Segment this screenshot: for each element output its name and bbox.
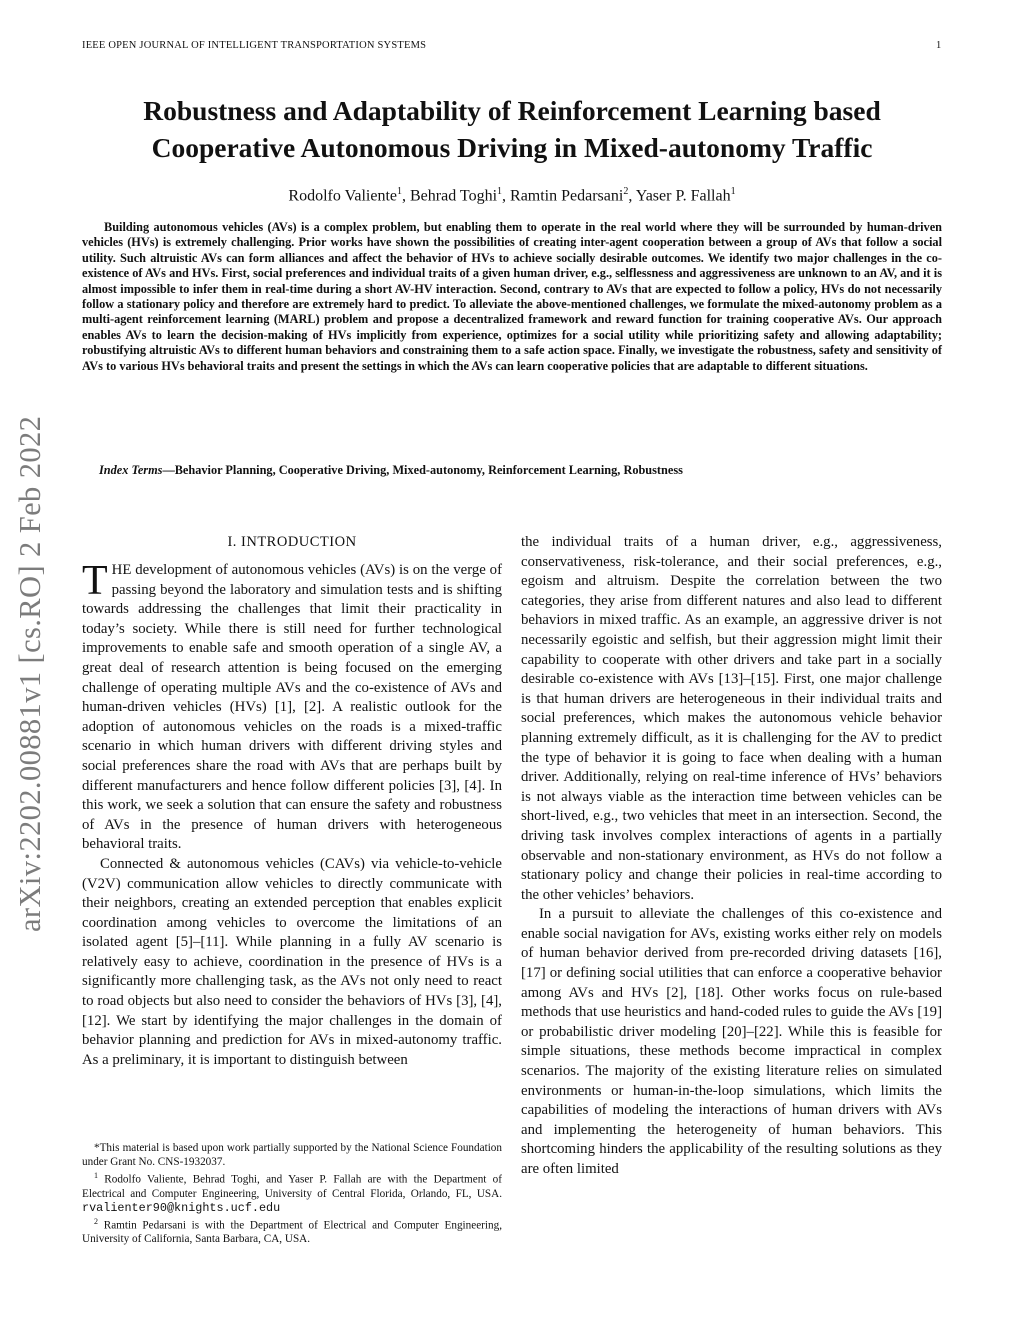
footnote-funding: *This material is based upon work partially supported by the National Science Foundation under Grant No. CNS-1932037. bbox=[82, 1142, 502, 1168]
footnote-mark: 1 bbox=[94, 1171, 98, 1180]
index-terms-text: Behavior Planning, Cooperative Driving, Mixed-autonomy, Reinforcement Learning, Robustness bbox=[174, 463, 683, 477]
footnote-affiliation-2-text: Ramtin Pedarsani is with the Department of Electrical and Computer Engineering, University of California, Santa Barbara, CA, USA. bbox=[82, 1219, 502, 1246]
drop-cap: T bbox=[82, 558, 108, 604]
abstract bbox=[82, 220, 942, 374]
author-affiliation: 1 bbox=[730, 186, 736, 197]
title-line-2: Cooperative Autonomous Driving in Mixed-autonomy Traffic bbox=[151, 132, 873, 163]
author-affiliation: 2 bbox=[623, 186, 629, 197]
abstract-text: Building autonomous vehicles (AVs) is a complex problem, but enabling them to operate in the real world where they will be surrounded by human-driven vehicles (HVs) is extremely challenging. Prior works have shown the possibilities of creating inter-agent cooperation between a group of AVs that follow a social utility. Such altruistic AVs can form alliances and affect the behavior of HVs to achieve socially desirable outcomes. We identify two major challenges in the co-existence of AVs and HVs. First, social preferences and individual traits of a given human driver, e.g., selflessness and aggressiveness are unknown to an AV, and it is almost impossible to infer them in real-time during a short AV-HV interaction. Second, contrary to AVs that are expected to follow a policy, HVs do not necessarily follow a stationary policy and therefore are extremely hard to predict. To alleviate the above-mentioned challenges, we formulate the mixed-autonomy problem as a multi-agent reinforcement learning (MARL) problem and propose a decentralized framework and reward function for training cooperative AVs. Our approach enables AVs to learn the decision-making of HVs implicitly from experience, optimizes for a social utility while prioritizing safety and allowing adaptability; robustifying altruistic AVs to different human behaviors and constraining them to a safe action space. Finally, we investigate the robustness, safety and sensitivity of AVs to various HVs behavioral traits and present the settings in which the AVs can learn cooperative policies that are adaptable to different situations. bbox=[82, 220, 942, 373]
footnote-affiliation-1 bbox=[82, 1169, 502, 1215]
footnote-mark: 2 bbox=[94, 1216, 98, 1226]
author-affiliation: 1 bbox=[397, 186, 402, 197]
intro-paragraph-1 bbox=[82, 558, 502, 855]
intro-paragraph-4: In a pursuit to alleviate the challenges of this co-existence and enable social navigation for AVs, existing works either rely on models of human behavior derived from pre-recorded driving datasets [16], [17] or defining social utilities that can enforce a cooperative behavior among AVs and HVs [2], [18]. Other works focus on rule-based methods that use heuristics and hand-coded rules to guide the AVs [19] or probabilistic driver modeling [20]–[22]. While this is feasible for simple situations, these methods become impractical in complex scenarios. The majority of the existing literature relies on simulated environments or human-in-the-loop simulations, which limits the capabilities of modeling the interactions of human drivers with AVs and implementing the heterogeneity of human behaviors. This shortcoming hinders the applicability of the resulting solutions as they are often limited bbox=[521, 906, 942, 1177]
section-heading: I. INTRODUCTION bbox=[227, 534, 357, 550]
author-name: Ramtin Pedarsani bbox=[510, 187, 624, 205]
author-list: Rodolfo Valiente$^1$, Behrad Toghi$^1$, Ramtin Pedarsani$^2$, Yaser P. Fallah$^1$ bbox=[288, 186, 736, 205]
left-column bbox=[82, 558, 502, 1070]
right-column bbox=[521, 533, 942, 1180]
index-terms: Index Terms—Behavior Planning, Cooperative Driving, Mixed-autonomy, Reinforcement Learning, Robustness bbox=[99, 463, 683, 477]
page-number: 1 bbox=[936, 40, 942, 51]
index-terms-label: Index Terms bbox=[99, 463, 163, 477]
footnote-affiliation-2 bbox=[82, 1215, 502, 1247]
journal-running-header: IEEE OPEN JOURNAL OF INTELLIGENT TRANSPORTATION SYSTEMS bbox=[82, 40, 427, 51]
intro-paragraph-3: the individual traits of a human driver, e.g., aggressiveness, conservativeness, risk-tolerance, and their social preferences, e.g., egoism and altruism. Despite the correlation between the two categories, they arise from different natures and also lead to different behaviors in mixed traffic. As an example, an aggressive driver is not necessarily egoistic and selfish, but their aggression might limit their capability to cooperate with other drivers and take part in a socially desirable co-existence with AVs [13]–[15]. First, one major challenge is that human drivers are heterogeneous in their individual traits and social preferences, which makes the autonomous vehicle behavior planning extremely difficult, as it is challenging for the AV to predict the type of behavior it is going to face when dealing with a human driver. Additionally, relying on real-time inference of HVs’ behaviors is not always viable as the interaction time between vehicles can be short-lived, e.g., two vehicles that meet in an intersection. Second, the driving task involves complex interactions of agents in a partially observable and non-stationary environment, as HVs do not follow a stationary policy and change their policies in real-time according to the other vehicles’ behaviors. bbox=[521, 534, 942, 903]
footnote-affiliation-1-text: Rodolfo Valiente, Behrad Toghi, and Yaser P. Fallah are with the Department of Electrical and Computer Engineering, University of Central Florida, Orlando, FL, USA. bbox=[82, 1173, 502, 1200]
author-affiliation: 1 bbox=[497, 186, 503, 197]
footnotes bbox=[82, 1141, 502, 1246]
title-line-1: Robustness and Adaptability of Reinforcement Learning based bbox=[143, 95, 881, 126]
author-name: Yaser P. Fallah bbox=[635, 187, 731, 205]
intro-paragraph-2: Connected & autonomous vehicles (CAVs) via vehicle-to-vehicle (V2V) communication allow vehicles to directly communicate with their neighbors, creating an extended perception that enables explicit coordination among vehicles to overcome the limitations of an isolated agent [5]–[11]. While planning in a fully AV scenario is relatively easy to achieve, coordination in the presence of HVs is a significantly more challenging task, as the AVs not only need to react to road objects but also need to consider the behaviors of HVs [3], [4], [12]. We start by identifying the major challenges in the domain of behavior planning and prediction for AVs in mixed-autonomy traffic. As a preliminary, it is important to distinguish between bbox=[82, 855, 502, 1068]
paper-title bbox=[60, 92, 964, 166]
intro-paragraph-1-text: HE development of autonomous vehicles (AVs) is on the verge of passing beyond the laboratory and simulation tests and is shifting towards addressing the challenges that limit their practicality in today’s society. While there is still need for further technological improvements to enable safe and smooth operation of a single AV, a great deal of research attention is being focused on the emerging challenge of operating multiple AVs and the co-existence of AVs and human-driven vehicles (HVs) [1], [2]. A realistic outlook for the adoption of autonomous vehicles on the roads is a mixed-traffic scenario in which human drivers with different driving styles and social preferences share the road with AVs that are perhaps built by different manufacturers and hence follow different policies [3], [4]. In this work, we seek a solution that can ensure the safety and robustness of AVs in the presence of human drivers with heterogeneous behavioral traits. bbox=[82, 562, 502, 853]
author-email-link[interactable]: rvalienter90@knights.ucf.edu bbox=[82, 1200, 281, 1215]
arxiv-identifier-stamp: arXiv:2202.00881v1 [cs.RO] 2 Feb 2022 bbox=[13, 415, 47, 932]
author-name: Behrad Toghi bbox=[410, 187, 498, 205]
author-name: Rodolfo Valiente bbox=[288, 187, 397, 205]
